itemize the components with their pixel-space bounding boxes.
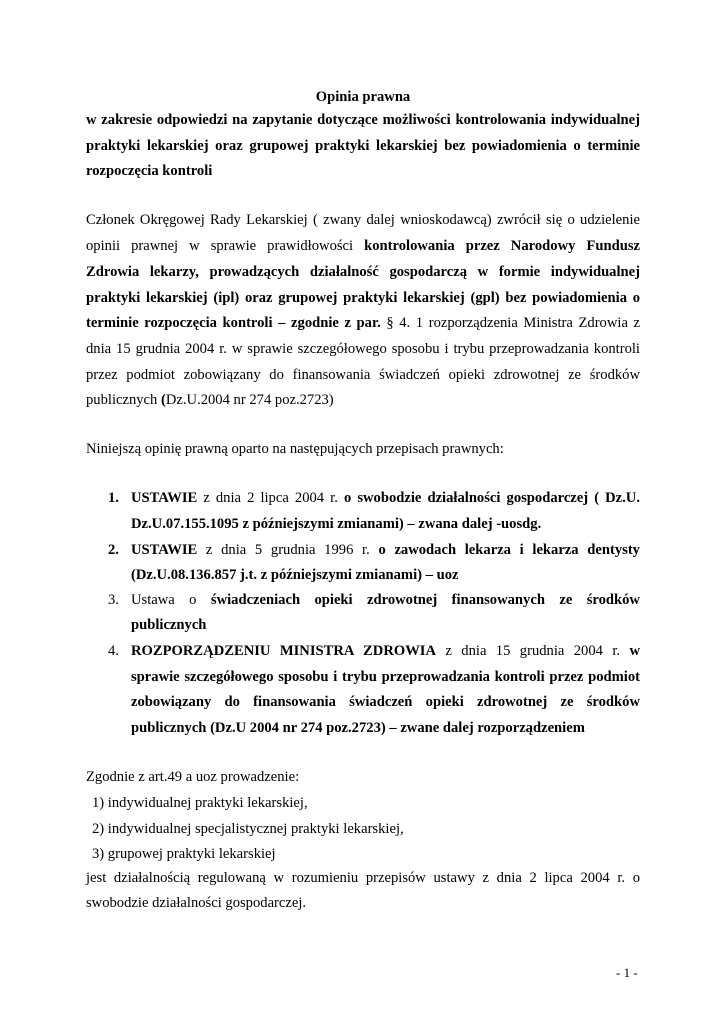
intro-line-3: Zdrowia lekarzy, prowadzących działalność gospodarczą w formie indywidualnej [86,264,640,280]
document-title: Opinia prawna [315,89,411,105]
intro-line-6: dnia 15 grudnia 2004 r. w sprawie szczegółowego sposobu i trybu przeprowadzania kontroli [86,341,640,357]
conclusion-line-1: jest działalnością regulowaną w rozumieniu przepisów ustawy z dnia 2 lipca 2004 r. o [86,870,640,886]
intro-line-8-ref: Dz.U.2004 nr 274 poz.2723) [165,392,334,408]
page-number: - 1 - [616,965,638,980]
list-item-1-line-1 [131,489,640,507]
list-item-3-act: Ustawa o [131,592,211,608]
list-item-2-line-2: (Dz.U.08.136.857 j.t. z późniejszymi zmianami) – uoz [131,567,459,583]
list-item-2-number: 2. [108,542,119,558]
list-item-3-subject: świadczeniach opieki zdrowotnej finansowanych ze środków [210,592,640,608]
intro-line-8 [86,391,640,409]
intro-line-8-text: publicznych [86,392,161,408]
list-item-2-date: z dnia 5 grudnia 1996 r. [197,542,379,558]
conclusion-line-2: swobodzie działalności gospodarczej. [86,895,307,911]
list-item-3-line-1 [131,591,640,609]
list-item-2-line-1 [131,541,640,559]
conclusion-item-3: 3) grupowej praktyki lekarskiej [92,846,276,862]
intro-line-5-bold: terminie rozpoczęcia kontroli – zgodnie z par. [86,315,381,331]
subtitle-line-3: rozpoczęcia kontroli [86,163,213,179]
intro-line-8-paren: ( [160,392,166,408]
conclusion-item-2: 2) indywidualnej specjalistycznej praktyki lekarskiej, [92,821,404,837]
intro-line-2 [86,237,640,255]
list-item-4-line-3: zobowiązany do finansowania świadczeń opieki zdrowotnej ze środków [131,694,640,710]
list-item-3-number: 3. [108,592,119,608]
list-item-1-number: 1. [108,490,119,506]
list-item-4-line-1 [131,642,640,660]
list-item-4-act: ROZPORZĄDZENIU MINISTRA ZDROWIA [131,643,437,659]
list-item-2-subject: o zawodach lekarza i lekarza dentysty [378,542,640,558]
list-item-1-act: USTAWIE [131,490,198,506]
intro-line-5 [86,314,640,332]
list-item-2-act: USTAWIE [131,542,198,558]
list-item-3-line-2: publicznych [131,617,207,633]
subtitle-line-2: praktyki lekarskiej oraz grupowej praktyki lekarskiej bez powiadomienia o terminie [86,138,640,154]
list-item-1-date: z dnia 2 lipca 2004 r. [197,490,344,506]
list-item-4-number: 4. [108,643,119,659]
intro-line-2-text: opinii prawnej w sprawie prawidłowości [86,238,365,254]
subtitle-line-1: w zakresie odpowiedzi na zapytanie dotyczące możliwości kontrolowania indywidualnej [86,112,640,128]
conclusion-item-1: 1) indywidualnej praktyki lekarskiej, [92,795,308,811]
list-item-4-line-4: publicznych (Dz.U 2004 nr 274 poz.2723) – zwane dalej rozporządzeniem [131,720,585,736]
list-item-4-date: z dnia 15 grudnia 2004 r. [436,643,630,659]
list-item-4-line-2: sprawie szczegółowego sposobu i trybu przeprowadzania kontroli przez podmiot [131,669,640,685]
intro-line-2-bold: kontrolowania przez Narodowy Fundusz [364,238,640,254]
conclusion-lead: Zgodnie z art.49 a uoz prowadzenie: [86,769,300,785]
list-item-4-subject-start: w [629,643,640,659]
list-item-1-subject: o swobodzie działalności gospodarczej ( Dz.U. [343,490,640,506]
intro-line-4: praktyki lekarskiej (ipl) oraz grupowej praktyki lekarskiej (gpl) bez powiadomienia o [86,290,640,306]
intro-line-7: przez podmiot zobowiązany do finansowania świadczeń opieki zdrowotnej ze środków [86,367,640,383]
list-item-1-line-2: Dz.U.07.155.1095 z późniejszymi zmianami) – zwana dalej -uosdg. [131,516,542,532]
basis-text: Niniejszą opinię prawną oparto na następujących przepisach prawnych: [86,441,504,457]
intro-line-1: Członek Okręgowej Rady Lekarskiej ( zwany dalej wnioskodawcą) zwrócił się o udzielenie [86,212,640,228]
intro-line-5-text: § 4. 1 rozporządzenia Ministra Zdrowia z [380,315,641,331]
